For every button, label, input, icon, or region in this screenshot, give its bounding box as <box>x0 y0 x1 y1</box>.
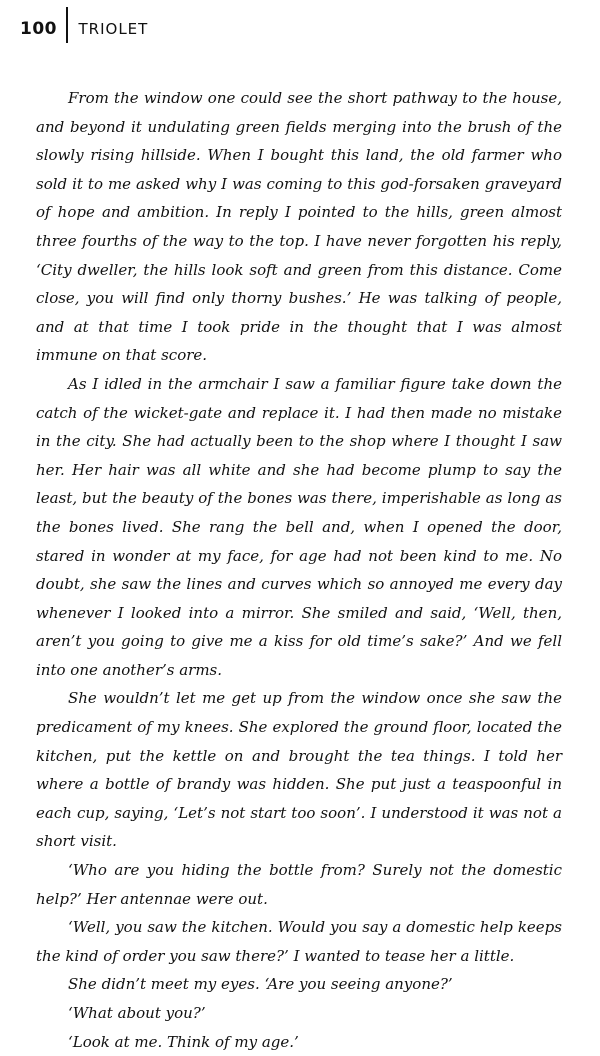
paragraph: As I idled in the armchair I saw a familiar figure take down the catch of the wicket-gate and replace it. I had then made no mistake in the city. She had actually been to the shop where I thought I saw her. Her hair was all white and she had become plump to say the least, but the beauty of the bones was there, imperishable as long as the bones lived. She rang the bell and, when I opened the door, stared in wonder at my face, for age had not been kind to me. No doubt, she saw the lines and curves which so annoyed me every day whenever I looked into a mirror. She smiled and said, ‘Well, then, aren’t you going to give me a kiss for old time’s sake?’ And we fell into one another’s arms. <box>36 374 562 679</box>
paragraph: ‘Who are you hiding the bottle from? Surely not the domestic help?’ Her antennae were out. <box>36 861 562 908</box>
paragraph: ‘Look at me. Think of my age.’ <box>68 1032 299 1051</box>
paragraph: ‘What about you?’ <box>68 1004 206 1022</box>
header-divider <box>66 7 68 43</box>
paragraph: From the window one could see the short pathway to the house, and beyond it undulating green fields merging into the brush of the slowly rising hillside. When I bought this land, the old farmer who sold it to me asked why I was coming to this god-forsaken graveyard of hope and ambition. In reply I pointed to the hills, green almost three fourths of the way to the top. I have never forgotten his reply, ‘City dweller, the hills look soft and green from this distance. Come close, you will find only thorny bushes.’ He was talking of people, and at that time I took pride in the thought that I was almost immune on that score. <box>36 89 562 365</box>
running-header <box>20 12 148 46</box>
paragraph: ‘Well, you saw the kitchen. Would you say a domestic help keeps the kind of order you saw there?’ I wanted to tease her a little. <box>36 918 562 965</box>
paragraph: She wouldn’t let me get up from the window once she saw the predicament of my knees. She explored the ground floor, located the kitchen, put the kettle on and brought the tea things. I told her where a bottle of brandy was hidden. She put just a teaspoonful in each cup, saying, ‘Let’s not start too soon’. I understood it was not a short visit. <box>36 689 562 851</box>
paragraph: She didn’t meet my eyes. ‘Are you seeing anyone?’ <box>68 975 453 994</box>
page-number: 100 <box>20 19 57 39</box>
running-title: TRIOLET <box>78 20 149 38</box>
body-text <box>36 84 562 1056</box>
